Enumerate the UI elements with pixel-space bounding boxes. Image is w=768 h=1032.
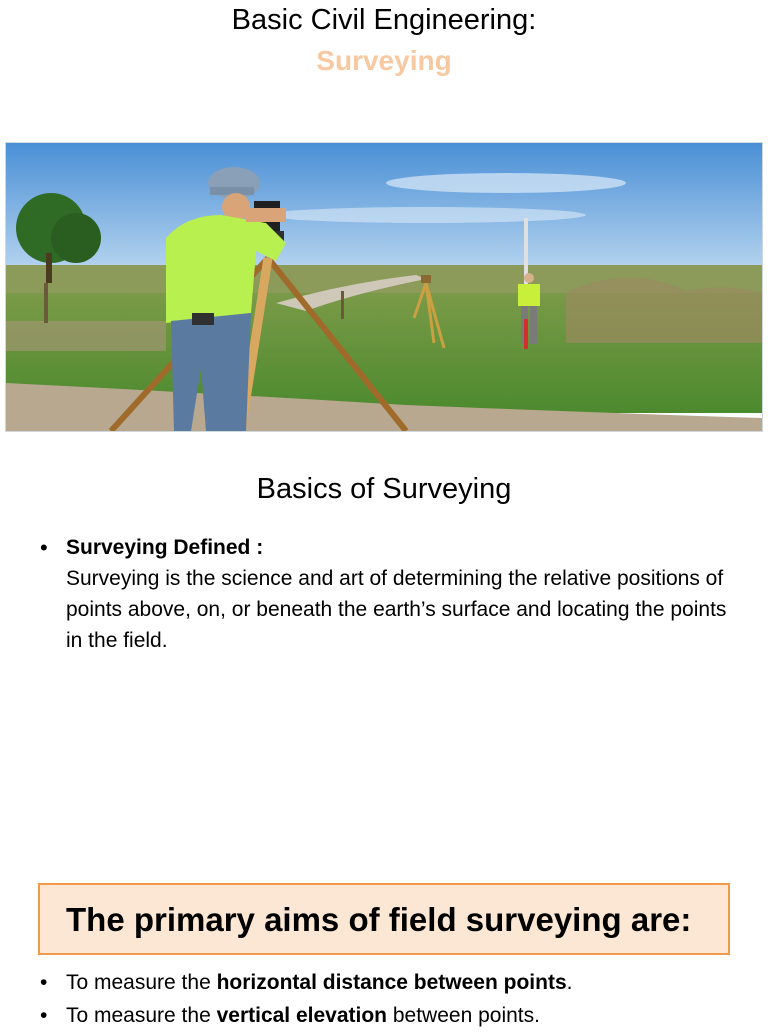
- list-item: [40, 966, 760, 999]
- aims-heading: The primary aims of field surveying are:: [66, 901, 692, 938]
- section-heading: Basics of Surveying: [256, 473, 512, 505]
- definition-bullet: [40, 532, 740, 656]
- page-subtitle: Surveying: [316, 45, 452, 76]
- aims-heading-box: [38, 883, 730, 955]
- definition-text: Surveying is the science and art of determining the relative positions of points above, on, or beneath the earth’s surface and locating the points in the field.: [66, 567, 727, 652]
- aim-text-bold: horizontal distance between points: [216, 971, 567, 994]
- page-title: Basic Civil Engineering:: [231, 4, 537, 36]
- aim-text-bold: vertical elevation: [216, 1004, 388, 1027]
- bullet-marker: •: [40, 535, 48, 560]
- definition-label: Surveying Defined :: [66, 536, 264, 559]
- aim-text-pre: To measure the: [66, 971, 217, 994]
- aim-text-post: between points.: [387, 1004, 540, 1027]
- surveyors-field-illustration: [6, 143, 762, 431]
- aim-text-post: .: [566, 971, 573, 994]
- bullet-marker: •: [40, 1004, 48, 1027]
- aims-list: [40, 966, 760, 1032]
- surveying-photo: [5, 142, 763, 432]
- bullet-marker: •: [40, 971, 48, 994]
- aim-text-pre: To measure the: [66, 1004, 217, 1027]
- list-item: [40, 999, 760, 1032]
